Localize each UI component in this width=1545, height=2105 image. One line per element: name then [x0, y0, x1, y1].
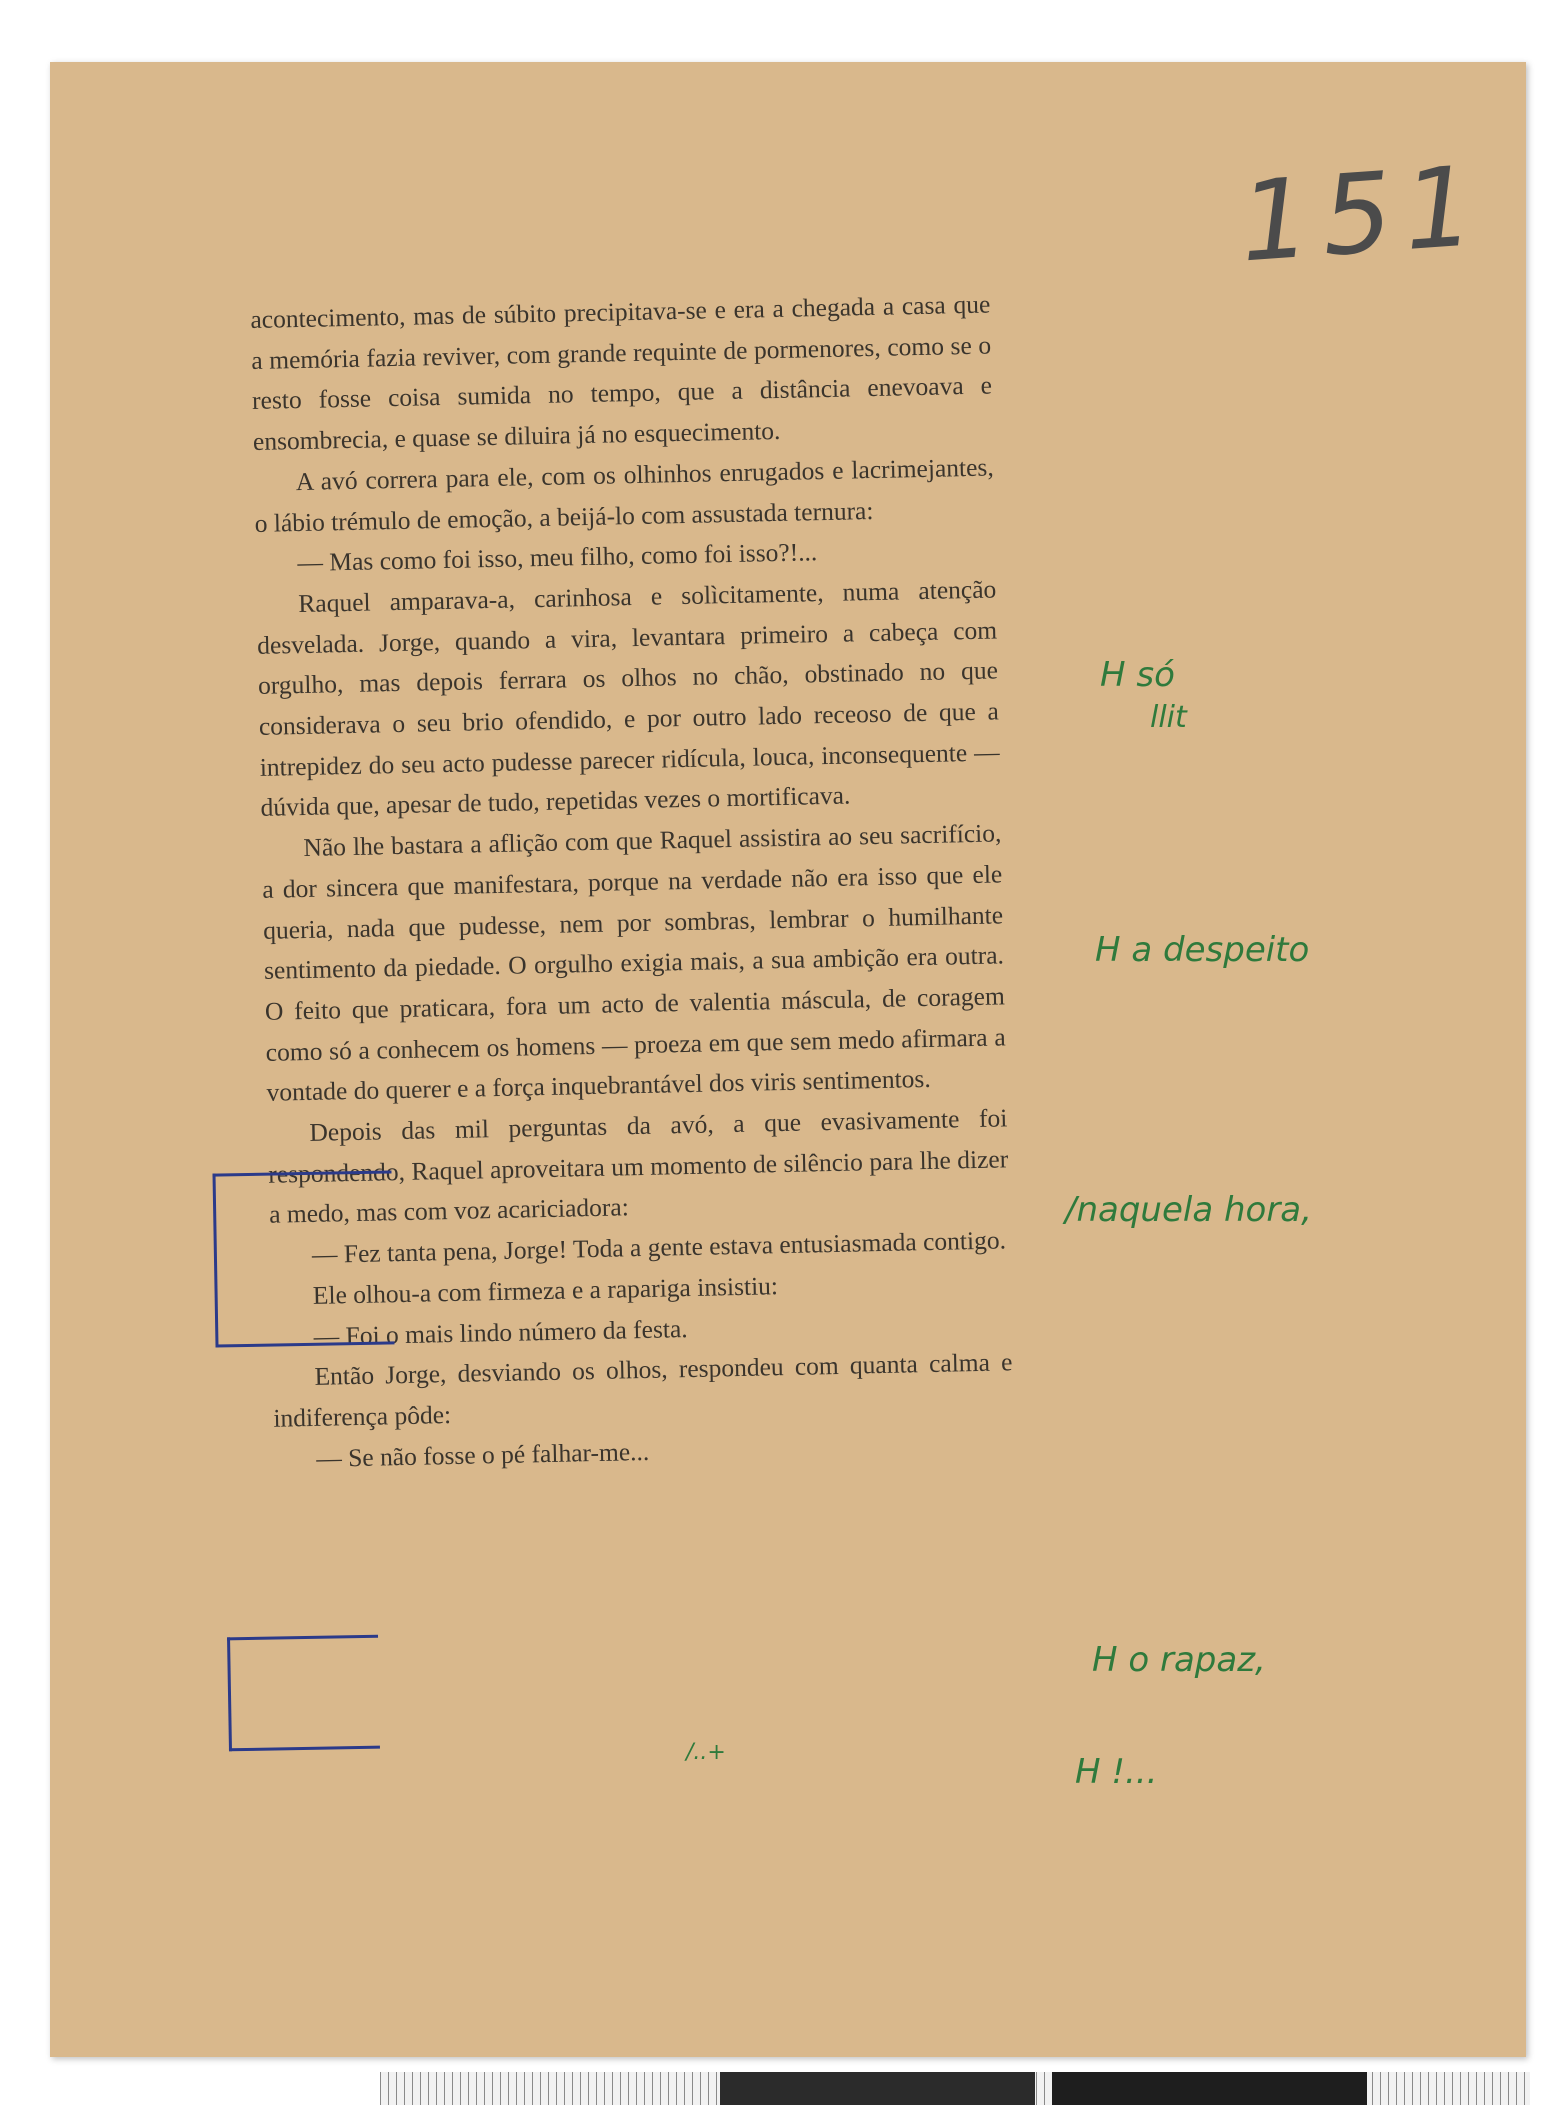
margin-note: /naquela hora,: [1065, 1190, 1312, 1230]
margin-note: H o rapaz,: [1092, 1640, 1266, 1680]
margin-note: llit: [1150, 700, 1187, 735]
paragraph: Raquel amparava-a, carinhosa e solìcitamente, numa atenção desvelada. Jorge, quando a vira, levantara primeiro a cabeça com orgulho, mas depois ferrara os olhos no chão, obstinado no que considerava o seu brio ofendido, e por outro lado receoso de que a intrepidez do seu acto pudesse parecer ridícula, louca, inconsequente — dúvida que, apesar de tudo, repetidas vezes o mortificava.: [256, 574, 1000, 823]
paragraph: Ele olhou-a com firmeza e a rapariga insistiu:: [312, 1271, 779, 1310]
margin-note: H só: [1100, 655, 1175, 695]
paragraph: A avó correra para ele, com os olhinhos enrugados e lacrimejantes, o lábio trémulo de emoção, a beijá-lo com assustada ternura:: [254, 452, 994, 538]
paragraph: — Se não fosse o pé falhar-me...: [315, 1436, 650, 1473]
page-number: 151: [1235, 141, 1491, 287]
inline-correction-mark: /..+: [686, 1740, 726, 1765]
paragraph: Depois das mil perguntas da avó, a que evasivamente foi respondendo, Raquel aproveitara um momento de silêncio para lhe dizer a medo, mas com voz acariciadora:: [268, 1103, 1009, 1230]
scale-ruler-block: [720, 2072, 1035, 2105]
margin-note: H a despeito: [1095, 930, 1310, 970]
paragraph: acontecimento, mas de súbito precipitava-se e era a chegada a casa que a memória fazia reviver, com grande requinte de pormenores, como se o resto fosse coisa sumida no tempo, que a distância enevoava e ensombrecia, e quase se diluira já no esquecimento.: [250, 289, 993, 457]
paragraph: — Fez tanta pena, Jorge! Toda a gente estava entusiasmada contigo.: [311, 1225, 1007, 1270]
bracket-mark: [227, 1635, 380, 1752]
scale-ruler-block: [1052, 2072, 1367, 2105]
paragraph: — Foi o mais lindo número da festa.: [313, 1313, 688, 1351]
paragraph: Então Jorge, desviando os olhos, respondeu com quanta calma e indiferença pôde:: [273, 1347, 1013, 1433]
bracket-mark: [212, 1170, 394, 1347]
margin-note: H !...: [1075, 1752, 1158, 1792]
paragraph: Não lhe bastara a aflição com que Raquel assistira ao seu sacrifício, a dor sincera que manifestara, porque na verdade não era isso que ele queria, nada que pudesse, nem por sombras, lembrar o humilhante sentimento da piedade. O orgulho exigia mais, a sua ambição era outra. O feito que praticara, fora um acto de valentia máscula, de coragem como só a conhecem os homens — proeza em que sem medo afirmara a vontade do querer e a força inquebrantável dos viris sentimentos.: [262, 818, 1006, 1108]
paragraph: — Mas como foi isso, meu filho, como foi isso?!...: [297, 537, 818, 578]
